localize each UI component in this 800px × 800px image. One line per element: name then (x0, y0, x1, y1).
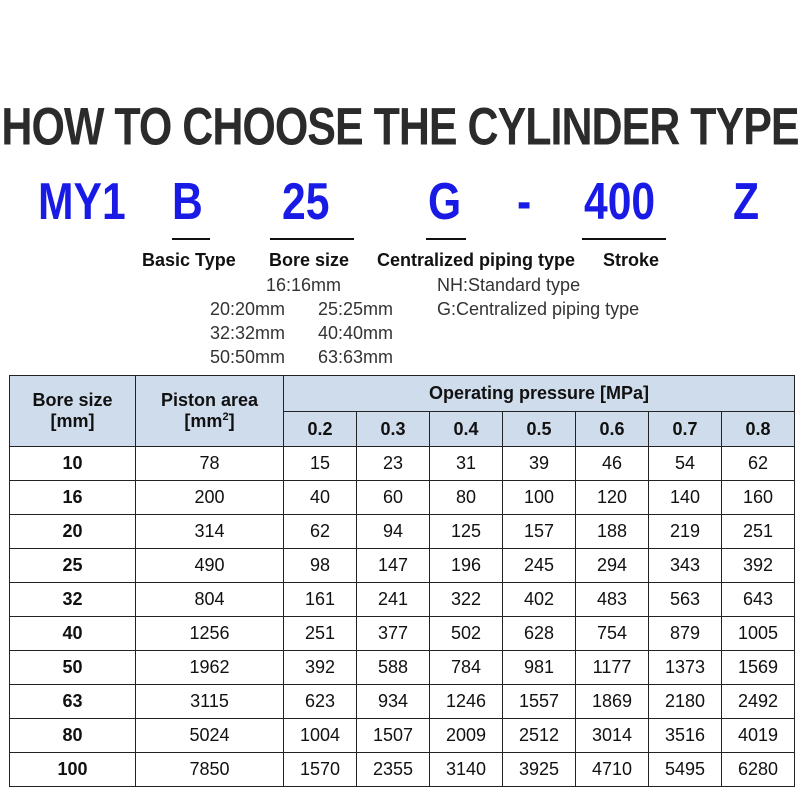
piping-option: NH:Standard type (437, 275, 581, 295)
page-title: HOW TO CHOOSE THE CYLINDER TYPE (1, 98, 799, 157)
header-bore-unit: [mm] (50, 411, 95, 431)
cell-force: 1569 (722, 651, 795, 685)
cell-force: 5495 (649, 753, 722, 787)
cell-force: 60 (357, 481, 430, 515)
underline-stroke (582, 238, 666, 240)
table-row (10, 617, 795, 651)
cell-force: 1004 (284, 719, 357, 753)
cell-piston-area: 804 (136, 583, 284, 617)
cell-force: 161 (284, 583, 357, 617)
cell-piston-area: 200 (136, 481, 284, 515)
cell-force: 294 (576, 549, 649, 583)
cell-force: 502 (430, 617, 503, 651)
header-pressure: 0.5 (503, 412, 576, 447)
cell-force: 377 (357, 617, 430, 651)
header-pressure: 0.2 (284, 412, 357, 447)
cell-bore-size: 80 (10, 719, 136, 753)
label-basic-type: Basic Type (142, 250, 236, 270)
cell-piston-area: 314 (136, 515, 284, 549)
code-basic-type: B (172, 173, 203, 231)
cell-force: 100 (503, 481, 576, 515)
cell-force: 147 (357, 549, 430, 583)
cell-force: 3140 (430, 753, 503, 787)
cell-force: 563 (649, 583, 722, 617)
cell-force: 628 (503, 617, 576, 651)
cell-force: 1373 (649, 651, 722, 685)
cell-force: 2512 (503, 719, 576, 753)
cell-force: 1570 (284, 753, 357, 787)
cell-force: 120 (576, 481, 649, 515)
cell-force: 483 (576, 583, 649, 617)
table-row (10, 583, 795, 617)
cell-force: 80 (430, 481, 503, 515)
header-pressure: 0.8 (722, 412, 795, 447)
piping-option: G:Centralized piping type (437, 299, 640, 319)
bore-option: 16:16mm (266, 275, 342, 295)
header-piston-area (136, 376, 284, 447)
cell-force: 46 (576, 447, 649, 481)
table-row (10, 515, 795, 549)
cell-force: 981 (503, 651, 576, 685)
cell-force: 2009 (430, 719, 503, 753)
cell-bore-size: 100 (10, 753, 136, 787)
cylinder-spec-table (9, 375, 795, 787)
cell-force: 1246 (430, 685, 503, 719)
cell-bore-size: 32 (10, 583, 136, 617)
cell-force: 392 (722, 549, 795, 583)
cell-force: 98 (284, 549, 357, 583)
cell-force: 15 (284, 447, 357, 481)
cell-force: 241 (357, 583, 430, 617)
bore-option: 50:50mm (210, 347, 286, 367)
cell-piston-area: 3115 (136, 685, 284, 719)
cell-force: 588 (357, 651, 430, 685)
cell-force: 3516 (649, 719, 722, 753)
cell-force: 623 (284, 685, 357, 719)
cell-force: 3014 (576, 719, 649, 753)
header-area-exponent: 2 (222, 411, 229, 423)
table-row (10, 481, 795, 515)
cell-piston-area: 5024 (136, 719, 284, 753)
cell-force: 402 (503, 583, 576, 617)
table-row (10, 719, 795, 753)
cell-force: 1869 (576, 685, 649, 719)
cell-force: 4019 (722, 719, 795, 753)
header-bore-label: Bore size (32, 390, 113, 410)
code-series: MY1 (38, 173, 126, 231)
underline-bore (270, 238, 354, 240)
cell-force: 31 (430, 447, 503, 481)
underline-piping (426, 238, 466, 240)
cell-force: 219 (649, 515, 722, 549)
cell-force: 2180 (649, 685, 722, 719)
header-pressure: 0.6 (576, 412, 649, 447)
header-pressure: 0.4 (430, 412, 503, 447)
label-piping-type: Centralized piping type (377, 250, 576, 270)
cell-force: 934 (357, 685, 430, 719)
cell-force: 125 (430, 515, 503, 549)
cell-force: 188 (576, 515, 649, 549)
bore-option: 63:63mm (318, 347, 394, 367)
header-area-close: ] (228, 411, 235, 431)
cell-force: 140 (649, 481, 722, 515)
cell-bore-size: 25 (10, 549, 136, 583)
cell-force: 251 (722, 515, 795, 549)
cell-force: 23 (357, 447, 430, 481)
bore-option: 32:32mm (210, 323, 286, 343)
cell-force: 196 (430, 549, 503, 583)
cell-force: 1507 (357, 719, 430, 753)
cell-force: 3925 (503, 753, 576, 787)
code-dash: - (517, 173, 532, 231)
cell-force: 4710 (576, 753, 649, 787)
cell-force: 245 (503, 549, 576, 583)
cell-force: 251 (284, 617, 357, 651)
table-row (10, 685, 795, 719)
cell-piston-area: 78 (136, 447, 284, 481)
header-pressure: 0.7 (649, 412, 722, 447)
cell-piston-area: 1962 (136, 651, 284, 685)
cell-bore-size: 16 (10, 481, 136, 515)
cell-bore-size: 63 (10, 685, 136, 719)
bore-option: 25:25mm (318, 299, 394, 319)
table-row (10, 651, 795, 685)
label-bore-size: Bore size (269, 250, 350, 270)
cell-force: 6280 (722, 753, 795, 787)
table-body (10, 447, 795, 787)
cell-force: 1557 (503, 685, 576, 719)
code-bore-size: 25 (282, 173, 330, 231)
cell-force: 343 (649, 549, 722, 583)
cell-force: 1177 (576, 651, 649, 685)
cell-force: 62 (722, 447, 795, 481)
table-row (10, 549, 795, 583)
cell-bore-size: 50 (10, 651, 136, 685)
cell-piston-area: 490 (136, 549, 284, 583)
cell-force: 39 (503, 447, 576, 481)
header-area-unit (136, 411, 283, 432)
cell-force: 94 (357, 515, 430, 549)
cell-force: 643 (722, 583, 795, 617)
cell-force: 1005 (722, 617, 795, 651)
cell-force: 54 (649, 447, 722, 481)
cell-force: 2492 (722, 685, 795, 719)
cell-force: 879 (649, 617, 722, 651)
cell-force: 157 (503, 515, 576, 549)
cell-piston-area: 1256 (136, 617, 284, 651)
cell-force: 322 (430, 583, 503, 617)
header-pressure: 0.3 (357, 412, 430, 447)
header-bore-size (10, 376, 136, 447)
cell-force: 40 (284, 481, 357, 515)
cell-bore-size: 10 (10, 447, 136, 481)
code-suffix: Z (733, 173, 760, 231)
underline-basic (172, 238, 210, 240)
bore-option: 20:20mm (210, 299, 286, 319)
code-piping-type: G (428, 173, 462, 231)
table-row (10, 753, 795, 787)
cell-force: 160 (722, 481, 795, 515)
label-stroke: Stroke (603, 250, 660, 270)
cell-bore-size: 20 (10, 515, 136, 549)
cell-force: 754 (576, 617, 649, 651)
cell-force: 2355 (357, 753, 430, 787)
cell-force: 784 (430, 651, 503, 685)
header-operating-pressure: Operating pressure [MPa] (284, 376, 795, 412)
cell-piston-area: 7850 (136, 753, 284, 787)
table-row (10, 447, 795, 481)
cell-force: 392 (284, 651, 357, 685)
cell-force: 62 (284, 515, 357, 549)
code-stroke: 400 (584, 173, 656, 231)
bore-option: 40:40mm (318, 323, 394, 343)
header-area-unit-text: [mm (184, 411, 223, 431)
cell-bore-size: 40 (10, 617, 136, 651)
header-area-label: Piston area (160, 390, 259, 410)
